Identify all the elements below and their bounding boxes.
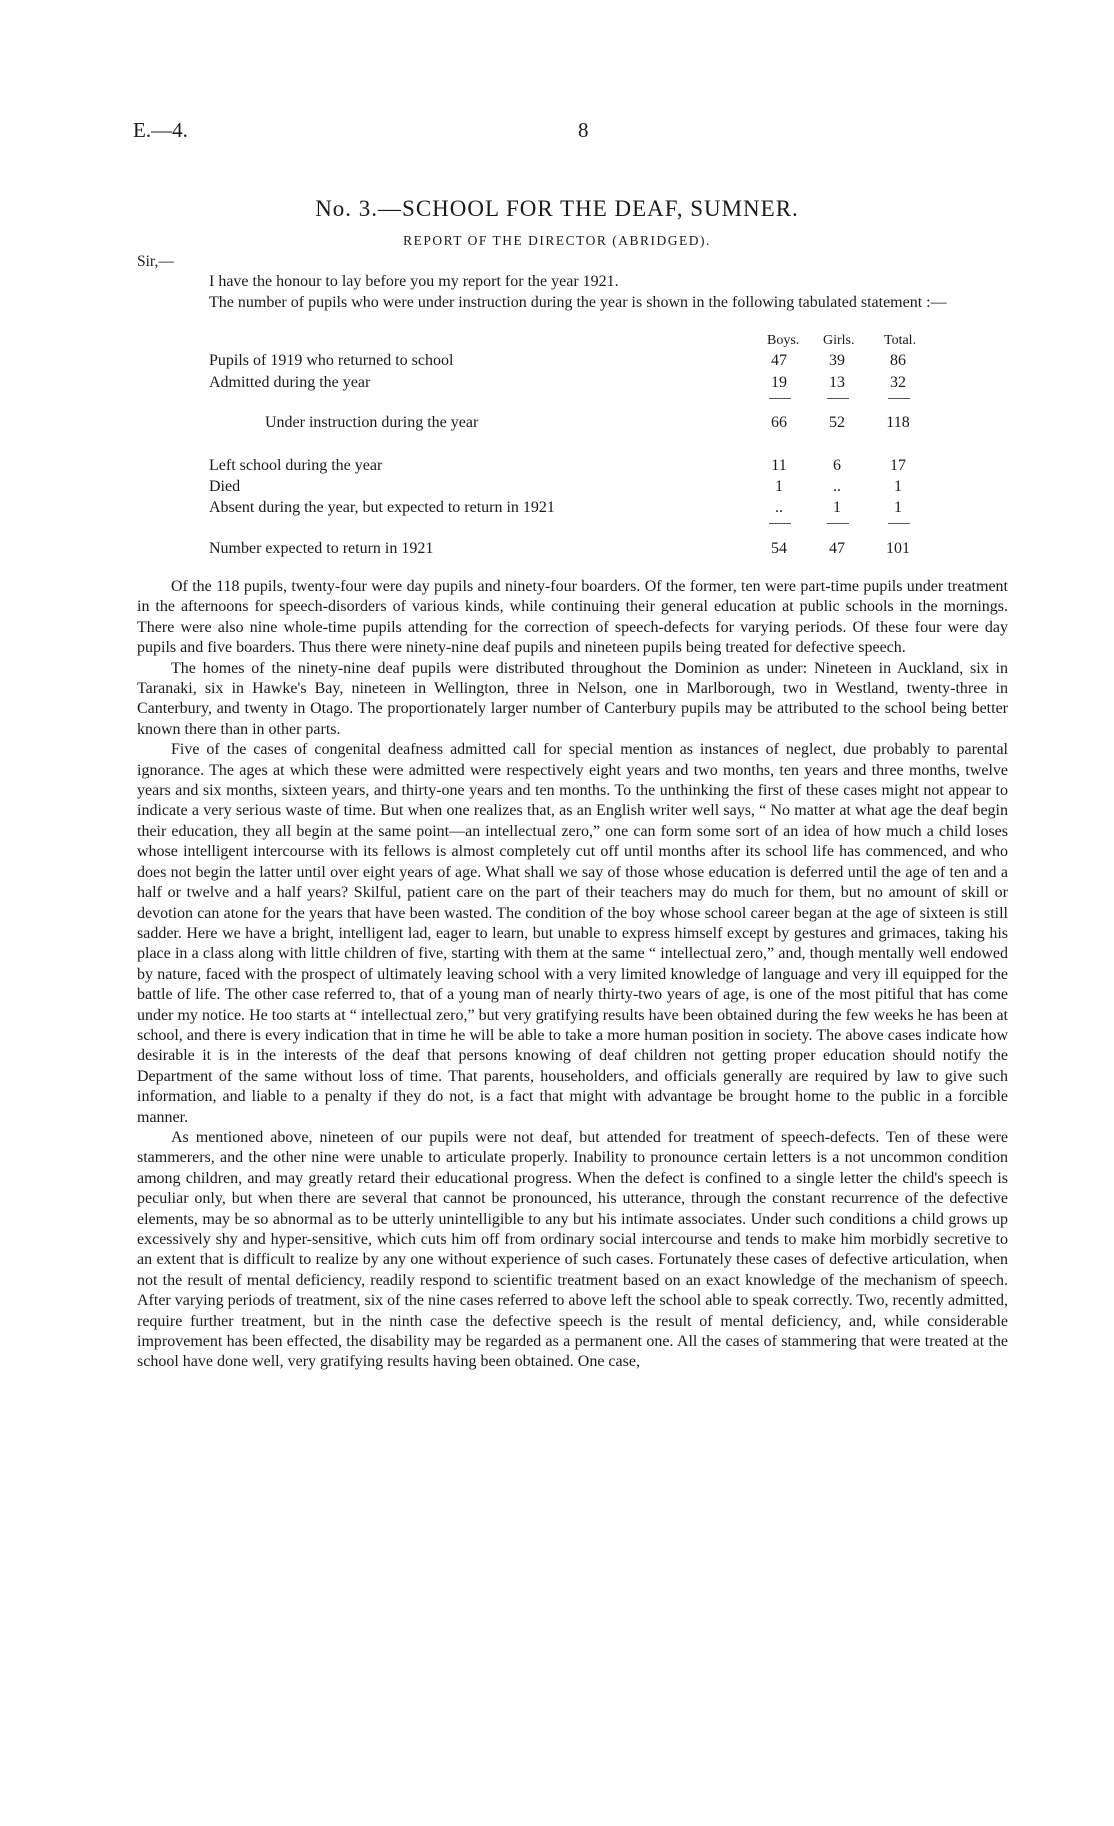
sum-rule bbox=[827, 523, 849, 524]
row-label: Left school during the year bbox=[209, 457, 383, 474]
cell-girls: 39 bbox=[829, 352, 845, 369]
body-paragraph: As mentioned above, nineteen of our pupils were not deaf, but attended for treatment of speech-defects. Ten of these were stammerers, and the other nine were unable to articulate properly. Inability to pronounce certain letters is a not uncommon condition among children, and may greatly retard their educational progress. When the defect is confined to a single letter the child's speech is peculiar only, but when there are several that cannot be pronounced, his utterance, through the constant recurrence of the defective elements, may be so abnormal as to be utterly unintelligible to any but his intimate associates. Under such conditions a child grows up excessively shy and hyper-sensitive, which cuts him off from ordinary social intercourse and tends to make him morbidly secretive to an extent that is difficult to realize by any one without experience of such cases. Fortunately these cases of defective articulation, when not the result of mental deficiency, readily respond to scientific treatment based on an exact knowledge of the mechanism of speech. After varying periods of treatment, six of the nine cases referred to above left the school able to speak correctly. Two, recently admitted, require further treatment, but in the ninth case the defective speech is the result of mental deficiency, and, while considerable improvement has been effected, the disability may be regarded as a permanent one. All the cases of stammering that were treated at the school have done well, very gratifying results having been obtained. One case, bbox=[137, 1128, 1008, 1371]
sum-rule bbox=[769, 398, 791, 399]
row-label: Number expected to return in 1921 bbox=[209, 540, 434, 557]
body-paragraph: Five of the cases of congenital deafness admitted call for special mention as instances of neglect, due probably to parental ignorance. The ages at which these were admitted were respectively eight years and two months, ten years and three months, twelve years and six months, sixteen years, and thirty-one years and ten months. To the unthinking the first of these cases might not appear to indicate a very serious waste of time. But when one realizes that, as an English writer well says, “ No matter at what age the deaf begin their education, they all begin at the same point—an intellectual zero,” one can form some sort of an idea of how much a child loses whose intelligent intercourse with its fellows is almost completely cut off until months after its school life has commenced, and who does not begin the latter until over eight years of age. What shall we say of those whose education is deferred until the age of ten and a half or twelve and a half years? Skilful, patient care on the part of their teachers may do much for them, but no amount of skill or devotion can atone for the years that have been wasted. The condition of the boy whose school career began at the age of sixteen is still sadder. Here we have a bright, intelligent lad, eager to learn, but unable to express himself except by gestures and grimaces, taking his place in a class along with little children of five, starting with them at the same “ intellectual zero,” and, though mentally well endowed by nature, faced with the prospect of ultimately leaving school with a very limited knowledge of language and very ill equipped for the battle of life. The other case referred to, that of a young man of nearly thirty-two years of age, is one of the most pitiful that has come under my notice. He too starts at “ intellectual zero,” but very gratifying results have been obtained during the few weeks he has been at school, and there is every indication that in time he will be able to take a more human position in society. The above cases indicate how desirable it is in the interests of the deaf that persons knowing of deaf children not getting proper education should notify the Department of the same without loss of time. That parents, householders, and officials generally are required by law to give such information, and liable to a penalty if they do not, is a fact that might with advantage be brought home to the public in a forcible manner. bbox=[137, 741, 1008, 1126]
sum-rule bbox=[827, 398, 849, 399]
table-row bbox=[137, 352, 1008, 372]
page-number: 8 bbox=[578, 118, 589, 142]
cell-boys: 11 bbox=[771, 457, 787, 474]
salutation: Sir,— bbox=[137, 253, 174, 270]
sum-rule bbox=[888, 398, 910, 399]
cell-total: 1 bbox=[894, 478, 902, 495]
column-header-girls: Girls. bbox=[823, 333, 855, 348]
row-label: Absent during the year, but expected to return in 1921 bbox=[209, 499, 555, 516]
cell-girls: 1 bbox=[833, 499, 841, 516]
document-subtitle: REPORT OF THE DIRECTOR (ABRIDGED). bbox=[403, 233, 711, 248]
body-paragraph: Of the 118 pupils, twenty-four were day pupils and ninety-four boarders. Of the former, ten were part-time pupils under treatment in the afternoons for speech-disorders of various kinds, while continuing their general education at public schools in the mornings. There were also nine whole-time pupils attending for the correction of speech-defects for varying periods. Of these four were day pupils and five boarders. Thus there were ninety-nine deaf pupils and nineteen pupils being treated for defective speech. bbox=[137, 578, 1008, 657]
cell-total: 1 bbox=[894, 499, 902, 516]
column-header-boys: Boys. bbox=[767, 333, 800, 348]
cell-boys: 19 bbox=[771, 374, 787, 391]
cell-boys: .. bbox=[775, 499, 783, 516]
cell-girls: 52 bbox=[829, 414, 845, 431]
column-header-total: Total. bbox=[884, 333, 917, 348]
cell-girls: .. bbox=[833, 478, 841, 495]
report-body bbox=[137, 577, 1008, 1373]
sum-rule bbox=[888, 523, 910, 524]
cell-total: 118 bbox=[886, 414, 910, 431]
cell-boys: 47 bbox=[771, 352, 787, 369]
table-row bbox=[137, 457, 1008, 477]
cell-total: 17 bbox=[890, 457, 906, 474]
sum-rule bbox=[769, 523, 791, 524]
table-row bbox=[137, 540, 1008, 560]
table-row bbox=[137, 374, 1008, 394]
row-label: Died bbox=[209, 478, 241, 495]
cell-girls: 13 bbox=[829, 374, 845, 391]
cell-girls: 47 bbox=[829, 540, 845, 557]
page-reference: E.—4. bbox=[133, 118, 188, 142]
cell-total: 101 bbox=[886, 540, 910, 557]
cell-total: 32 bbox=[890, 374, 906, 391]
table-row bbox=[137, 499, 1008, 519]
body-paragraph: The homes of the ninety-nine deaf pupils were distributed throughout the Dominion as under: Nineteen in Auckland, six in Taranaki, six in Hawke's Bay, nineteen in Wellington, three in Nelson, one in Marlborough, two in Westland, twenty-three in Canterbury, and twenty in Otago. The proportionately larger number of Canterbury pupils may be attributed to the school being better known there than in other parts. bbox=[137, 659, 1008, 738]
intro-paragraph: The number of pupils who were under instruction during the year is shown in the following tabulated statement :— bbox=[209, 293, 947, 311]
cell-boys: 66 bbox=[771, 414, 787, 431]
table-row bbox=[137, 414, 1008, 434]
cell-girls: 6 bbox=[833, 457, 841, 474]
row-label: Admitted during the year bbox=[209, 374, 371, 391]
document-title: No. 3.—SCHOOL FOR THE DEAF, SUMNER. bbox=[315, 196, 799, 221]
cell-boys: 54 bbox=[771, 540, 787, 557]
row-label: Pupils of 1919 who returned to school bbox=[209, 352, 454, 369]
row-label: Under instruction during the year bbox=[265, 414, 479, 431]
cell-boys: 1 bbox=[775, 478, 783, 495]
cell-total: 86 bbox=[890, 352, 906, 369]
intro bbox=[137, 272, 1008, 313]
table-row bbox=[137, 478, 1008, 498]
intro-paragraph: I have the honour to lay before you my report for the year 1921. bbox=[209, 273, 619, 290]
